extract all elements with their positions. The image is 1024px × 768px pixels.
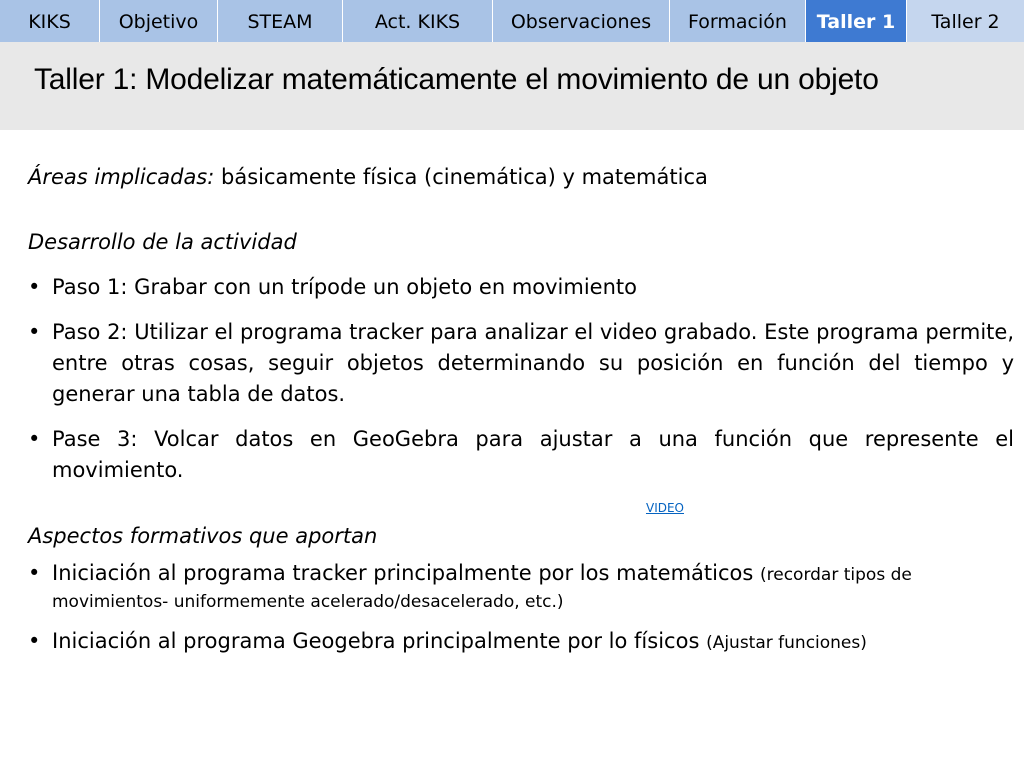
aspecto-item [28,560,1014,614]
step-item: • Pase 3: Volcar datos en GeoGebra para ajustar a una función que represente el movimiento. [28,424,1014,486]
desarrollo-heading: Desarrollo de la actividad [28,230,297,254]
areas-line [28,162,1014,193]
steps-list [28,272,1014,486]
areas-label: Áreas implicadas: [28,165,215,189]
aspecto-note: (Ajustar funciones) [706,633,867,653]
aspectos-heading: Aspectos formativos que aportan [28,524,378,548]
title-band [0,42,1024,130]
aspecto-item [28,628,1014,655]
tab-kiks[interactable]: KIKS [0,0,100,42]
tab-objetivo[interactable]: Objetivo [100,0,218,42]
tab-taller-1[interactable]: Taller 1 [806,0,907,42]
tab-act-kiks[interactable]: Act. KIKS [343,0,493,42]
aspecto-main: Iniciación al programa tracker principalmente por los matemáticos [52,561,760,585]
tab-observaciones[interactable]: Observaciones [493,0,670,42]
page-title: Taller 1: Modelizar matemáticamente el movimiento de un objeto [34,63,879,96]
video-row [28,496,1014,517]
video-link[interactable]: VIDEO [645,501,684,515]
areas-text: básicamente física (cinemática) y matemática [214,165,708,189]
step-item: • Paso 2: Utilizar el programa tracker para analizar el video grabado. Este programa permite, entre otras cosas, seguir objetos determinando su posición en función del tiempo y generar una tabla de datos. [28,317,1014,410]
aspectos-list [28,560,1014,655]
aspecto-main: Iniciación al programa Geogebra principalmente por lo físicos [52,629,707,653]
step-item: • Paso 1: Grabar con un trípode un objeto en movimiento [28,272,1014,303]
aspecto-note: (recordar tipos de movimientos- uniformemente acelerado/desacelerado, etc.) [52,565,912,612]
top-navigation [0,0,1024,42]
tab-taller-2[interactable]: Taller 2 [907,0,1024,42]
tab-steam[interactable]: STEAM [218,0,343,42]
slide-content [28,162,1014,669]
tab-formacion[interactable]: Formación [670,0,806,42]
